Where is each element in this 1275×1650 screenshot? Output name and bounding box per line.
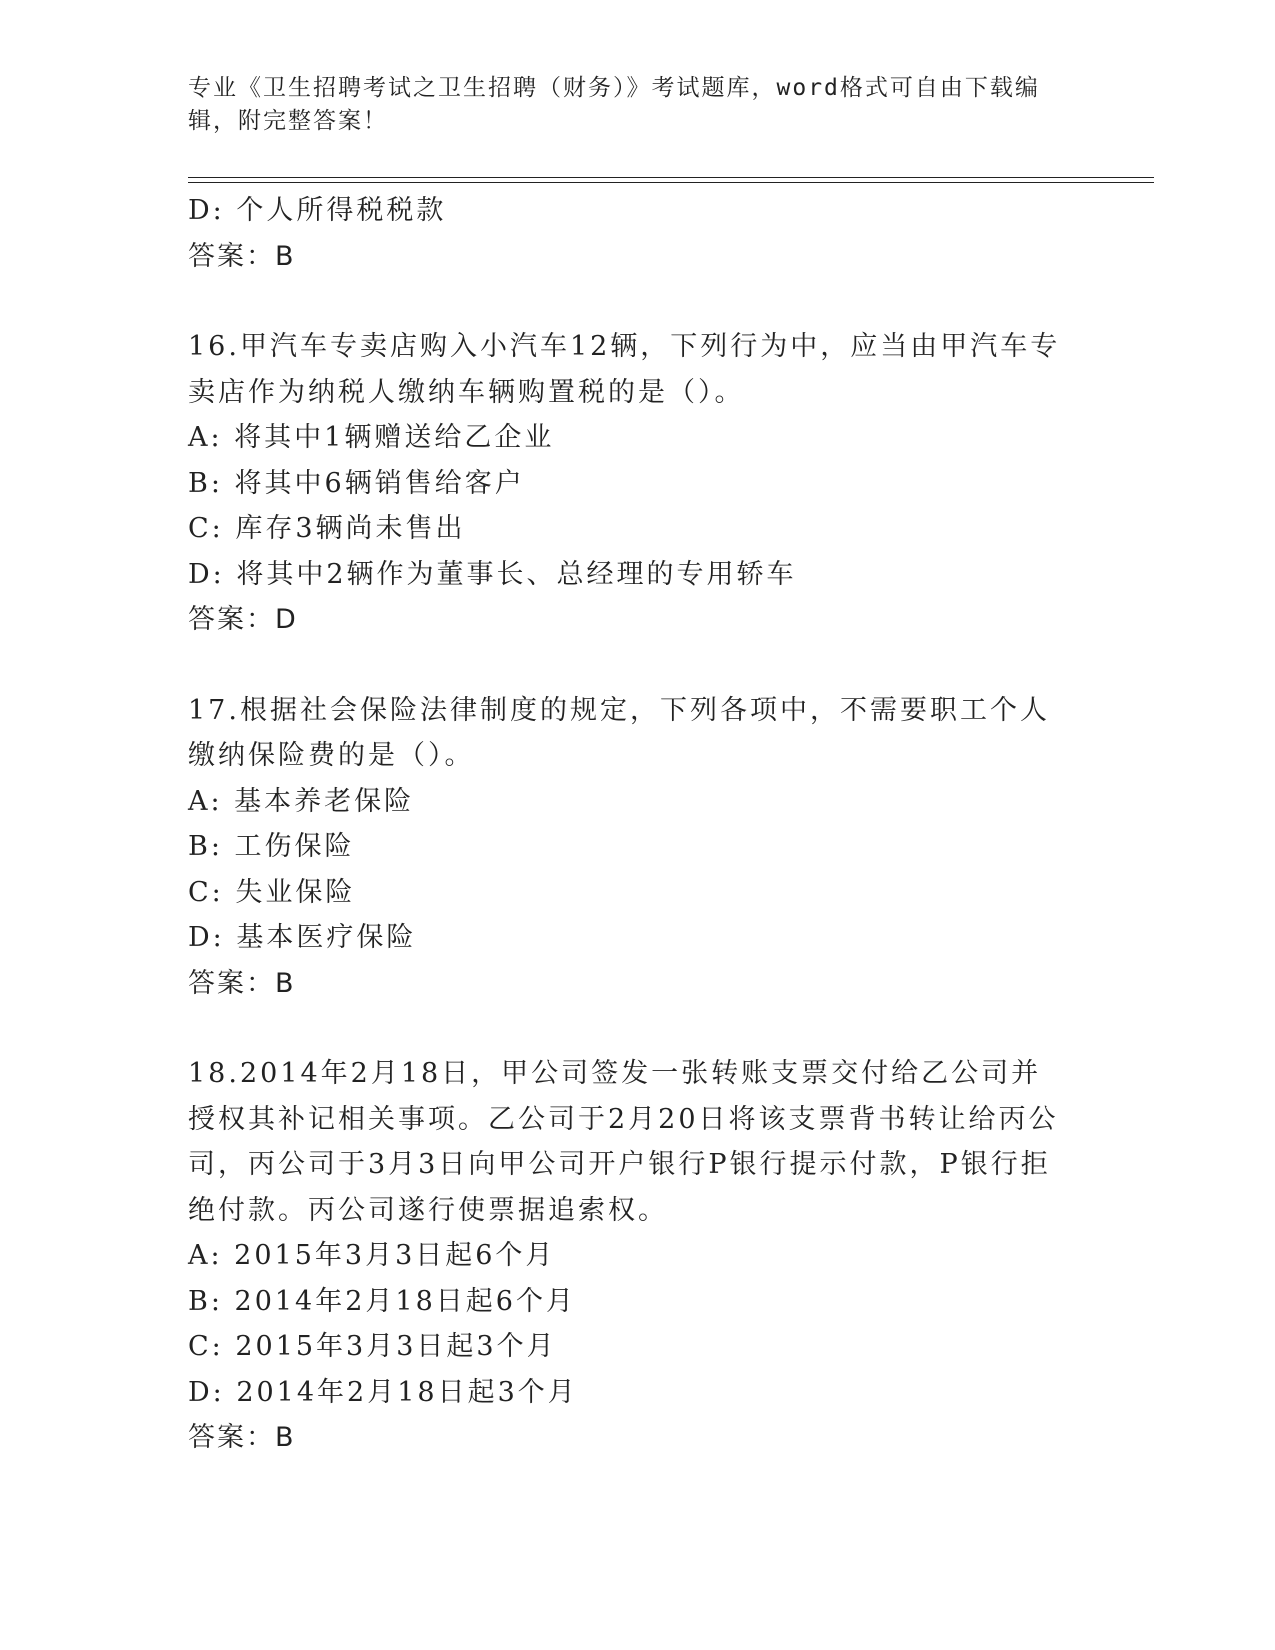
question-17 (188, 688, 1088, 1007)
document-header: 专业《卫生招聘考试之卫生招聘（财务）》考试题库，word格式可自由下载编辑，附完整答案！ (188, 75, 1040, 134)
option-d: D: 将其中2辆作为董事长、总经理的专用轿车 (188, 558, 797, 590)
option-a: A: 2015年3月3日起6个月 (188, 1240, 556, 1271)
option-b: B: 工伤保险 (188, 831, 355, 862)
question-content (188, 188, 1088, 1461)
option-d: D: 2014年2月18日起3个月 (188, 1376, 578, 1408)
option-c: C: 2015年3月3日起3个月 (188, 1331, 557, 1362)
question-18 (188, 1051, 1088, 1461)
option-a: A: 基本养老保险 (188, 785, 415, 817)
question-stem: 18.2014年2月18日，甲公司签发一张转账支票交付给乙公司并授权其补记相关事项。乙公司于2月20日将该支票背书转让给丙公司，丙公司于3月3日向甲公司开户银行P银行提示付款，P银行拒绝付款。丙公司遂行使票据追索权。 (188, 1058, 1059, 1226)
option-d: D: 个人所得税税款 (188, 195, 447, 226)
answer: 答案：B (188, 240, 296, 272)
option-c: C: 库存3辆尚未售出 (188, 513, 466, 544)
option-a: A: 将其中1辆赠送给乙企业 (188, 422, 555, 453)
question-stem: 17.根据社会保险法律制度的规定，下列各项中，不需要职工个人缴纳保险费的是（）。 (188, 694, 1050, 771)
option-b: B: 将其中6辆销售给客户 (188, 467, 525, 499)
option-b: B: 2014年2月18日起6个月 (188, 1285, 576, 1317)
question-16 (188, 324, 1088, 643)
answer: 答案：D (188, 604, 298, 635)
answer: 答案：B (188, 1422, 296, 1453)
option-c: C: 失业保险 (188, 876, 356, 908)
question-stem: 16.甲汽车专卖店购入小汽车12辆，下列行为中，应当由甲汽车专卖店作为纳税人缴纳车辆购置税的是（）。 (188, 331, 1061, 408)
header-divider-bottom (188, 182, 1154, 183)
answer: 答案：B (188, 967, 296, 999)
option-d: D: 基本医疗保险 (188, 922, 417, 953)
header-divider-top (188, 177, 1154, 178)
